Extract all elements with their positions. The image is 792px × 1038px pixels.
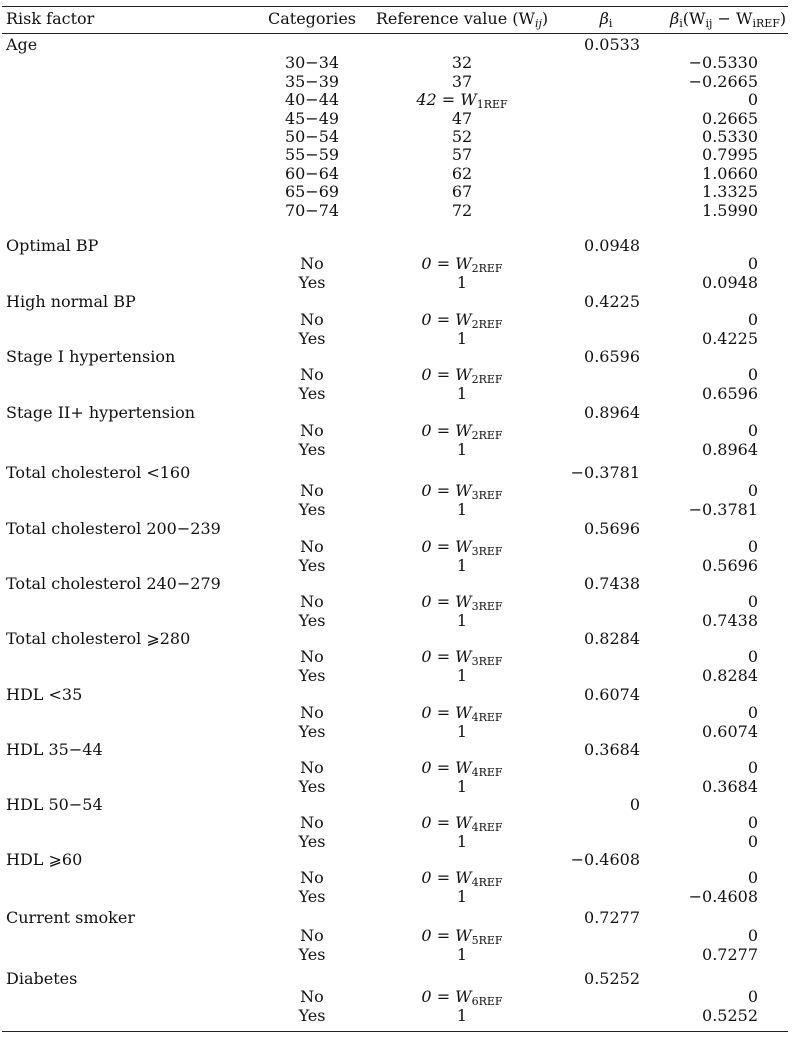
category-label: 65−69 xyxy=(284,182,340,202)
category-yes: Yes xyxy=(298,776,326,796)
category-label: 50−54 xyxy=(284,127,340,146)
product-value-no: 0 xyxy=(747,987,758,1007)
reference-value-text: 0 = W xyxy=(421,987,472,1007)
product-value-yes: 0.8284 xyxy=(702,665,758,685)
beta-value: 0.7277 xyxy=(584,908,640,927)
reference-value-text: 0 = W xyxy=(421,481,472,501)
risk-factor-label: Diabetes xyxy=(6,969,78,988)
category-label: 60−64 xyxy=(284,163,340,183)
reference-value-text: 1 xyxy=(456,328,468,348)
product-value-yes: 0.4225 xyxy=(702,328,758,348)
category-label: 40−44 xyxy=(284,90,340,110)
reference-value-text: 0 = W xyxy=(421,868,472,888)
beta-value: −0.4608 xyxy=(570,850,640,869)
product-value-no: 0 xyxy=(747,703,758,723)
beta-value: 0.0948 xyxy=(584,236,640,255)
category-label: 35−39 xyxy=(284,71,340,91)
risk-factor-label: Stage I hypertension xyxy=(6,347,176,366)
reference-value-text: 0 = W xyxy=(421,421,472,441)
reference-value-yes xyxy=(456,886,468,906)
reference-value-subscript: 2REF xyxy=(471,373,503,387)
category-no: No xyxy=(300,592,324,612)
product-value-no: 0 xyxy=(747,926,758,946)
header-product-ref-subscript: iREF xyxy=(752,17,780,30)
reference-value-text: 37 xyxy=(451,71,473,91)
product-value: −0.5330 xyxy=(688,53,758,73)
reference-value xyxy=(452,184,472,200)
reference-value-text: 1 xyxy=(456,776,468,796)
reference-value-yes xyxy=(456,776,468,796)
reference-value-no xyxy=(421,256,502,274)
reference-value-text: 42 = W xyxy=(416,90,477,110)
product-value-no: 0 xyxy=(747,537,758,557)
product-value: 1.0660 xyxy=(702,163,758,183)
reference-value-yes xyxy=(456,610,468,630)
top-rule xyxy=(2,6,788,7)
reference-value-text: 1 xyxy=(456,383,468,403)
beta-value: 0.0533 xyxy=(584,35,640,54)
reference-value-subscript: 1REF xyxy=(476,98,508,112)
category-yes: Yes xyxy=(298,1005,326,1025)
category-yes: Yes xyxy=(298,944,326,964)
reference-value-text: 0 = W xyxy=(421,310,472,330)
category-yes: Yes xyxy=(298,499,326,519)
reference-value-text: 1 xyxy=(456,272,468,292)
reference-value-text: 67 xyxy=(451,182,473,202)
category-label: 70−74 xyxy=(284,200,340,220)
reference-value-text: 0 = W xyxy=(421,592,472,612)
product-value-no: 0 xyxy=(747,481,758,501)
category-yes: Yes xyxy=(298,383,326,403)
product-value-yes: −0.3781 xyxy=(688,499,758,519)
category-no: No xyxy=(300,481,324,501)
product-value-no: 0 xyxy=(747,592,758,612)
product-value-yes: 0.0948 xyxy=(702,272,758,292)
reference-value-yes xyxy=(456,721,468,741)
reference-value-text: 1 xyxy=(456,555,468,575)
category-yes: Yes xyxy=(298,439,326,459)
category-yes: Yes xyxy=(298,555,326,575)
header-product-beta-subscript: i xyxy=(679,17,683,30)
product-value-yes: 0.3684 xyxy=(702,776,758,796)
product-value-no: 0 xyxy=(747,365,758,385)
product-value-yes: 0.7277 xyxy=(702,944,758,964)
reference-value-text: 1 xyxy=(456,721,468,741)
beta-value: 0.8284 xyxy=(584,629,640,648)
header-beta-symbol: β xyxy=(599,9,609,28)
risk-factor-label: Total cholesterol ⩾280 xyxy=(6,629,191,648)
risk-factor-label: HDL ⩾60 xyxy=(6,850,83,869)
category-yes: Yes xyxy=(298,610,326,630)
reference-value-text: 1 xyxy=(456,439,468,459)
reference-value-no xyxy=(421,539,502,557)
reference-value xyxy=(451,163,473,183)
reference-value-no xyxy=(421,649,502,667)
reference-value-text: 0 = W xyxy=(421,926,472,946)
reference-value-subscript: 2REF xyxy=(471,429,503,443)
category-yes: Yes xyxy=(298,886,326,906)
reference-value-yes xyxy=(456,439,468,459)
product-value-yes: −0.4608 xyxy=(688,886,758,906)
category-yes: Yes xyxy=(298,721,326,741)
product-value-yes: 0.5252 xyxy=(702,1005,758,1025)
reference-value-subscript: 3REF xyxy=(471,600,503,614)
reference-value-text: 1 xyxy=(456,499,468,519)
category-label: 55−59 xyxy=(284,145,340,165)
category-no: No xyxy=(300,254,324,274)
category-no: No xyxy=(300,813,324,833)
reference-value xyxy=(452,129,472,145)
product-value-no: 0 xyxy=(747,310,758,330)
risk-factor-label: Total cholesterol 200−239 xyxy=(6,519,221,538)
product-value-no: 0 xyxy=(747,813,758,833)
beta-value: 0.3684 xyxy=(584,740,640,759)
reference-value-subscript: 2REF xyxy=(471,318,503,332)
product-value-no: 0 xyxy=(747,254,758,274)
reference-value-no xyxy=(421,928,502,946)
category-no: No xyxy=(300,703,324,723)
reference-value xyxy=(451,200,473,220)
reference-value-no xyxy=(421,312,502,330)
reference-value-no xyxy=(421,483,502,501)
risk-factor-label: High normal BP xyxy=(6,292,136,311)
product-value-yes: 0.6596 xyxy=(702,383,758,403)
reference-value-yes xyxy=(456,328,468,348)
header-product-w: (W xyxy=(682,9,706,28)
reference-value-no xyxy=(421,989,502,1007)
reference-value-no xyxy=(421,760,502,778)
reference-value-yes xyxy=(456,272,468,292)
beta-value: 0.5252 xyxy=(584,969,640,988)
reference-value-no xyxy=(421,367,502,385)
beta-value: 0.6074 xyxy=(584,685,640,704)
reference-value-no xyxy=(421,594,502,612)
reference-value-no xyxy=(421,705,502,723)
reference-value-subscript: 5REF xyxy=(471,934,503,948)
risk-factor-label: Age xyxy=(6,35,38,54)
category-yes: Yes xyxy=(298,272,326,292)
header-product-w-subscript: ij xyxy=(705,17,713,30)
product-value: 0 xyxy=(747,90,758,110)
product-value: 1.5990 xyxy=(702,200,758,220)
reference-value-yes xyxy=(456,555,468,575)
reference-value-subscript: 4REF xyxy=(471,711,503,725)
reference-value-text: 0 = W xyxy=(421,365,472,385)
category-no: No xyxy=(300,365,324,385)
risk-factor-label: Optimal BP xyxy=(6,236,99,255)
reference-value-text: 57 xyxy=(451,145,473,165)
reference-value-subscript: 3REF xyxy=(471,489,503,503)
reference-value-subscript: 2REF xyxy=(471,262,503,276)
beta-value: 0.7438 xyxy=(584,574,640,593)
risk-factor-label: HDL <35 xyxy=(6,685,83,704)
beta-value: 0.5696 xyxy=(584,519,640,538)
risk-factor-label: Stage II+ hypertension xyxy=(6,403,196,422)
reference-value-no xyxy=(421,870,502,888)
reference-value-text: 1 xyxy=(456,944,468,964)
reference-value xyxy=(451,108,473,128)
header-reference-value xyxy=(376,11,548,29)
reference-value-text: 47 xyxy=(451,108,473,128)
product-value: −0.2665 xyxy=(688,71,758,91)
header-product-minus: − W xyxy=(712,9,753,28)
risk-factor-label: Total cholesterol <160 xyxy=(6,463,191,482)
reference-value-subscript: 3REF xyxy=(471,545,503,559)
category-yes: Yes xyxy=(298,831,326,851)
reference-value-text: 0 = W xyxy=(421,703,472,723)
reference-value-text: 1 xyxy=(456,886,468,906)
category-no: No xyxy=(300,310,324,330)
header-reference-subscript: ij xyxy=(534,17,542,30)
risk-factor-label: HDL 50−54 xyxy=(6,795,103,814)
reference-value-yes xyxy=(456,383,468,403)
header-beta xyxy=(600,11,613,29)
header-risk-factor: Risk factor xyxy=(6,9,95,28)
reference-value-text: 1 xyxy=(456,831,468,851)
header-reference-text: Reference value (W xyxy=(375,9,535,28)
product-value-no: 0 xyxy=(747,421,758,441)
category-no: No xyxy=(300,758,324,778)
category-label: 45−49 xyxy=(284,108,340,128)
category-no: No xyxy=(300,987,324,1007)
reference-value-text: 0 = W xyxy=(421,758,472,778)
reference-value-text: 32 xyxy=(451,53,473,73)
product-value-yes: 0.5696 xyxy=(702,555,758,575)
beta-value: 0.4225 xyxy=(584,292,640,311)
product-value-no: 0 xyxy=(747,868,758,888)
reference-value-text: 1 xyxy=(456,1005,468,1025)
risk-factor-label: HDL 35−44 xyxy=(6,740,103,759)
reference-value-yes xyxy=(456,944,468,964)
product-value-yes: 0 xyxy=(747,831,758,851)
product-value: 0.5330 xyxy=(702,127,758,146)
reference-value xyxy=(416,92,507,110)
category-yes: Yes xyxy=(298,665,326,685)
reference-value-text: 0 = W xyxy=(421,813,472,833)
category-no: No xyxy=(300,868,324,888)
reference-value-yes xyxy=(456,665,468,685)
category-label: 30−34 xyxy=(284,53,340,73)
reference-value-text: 62 xyxy=(451,163,473,183)
beta-value: 0 xyxy=(629,795,640,814)
product-value-no: 0 xyxy=(747,647,758,667)
reference-value-no xyxy=(421,423,502,441)
category-no: No xyxy=(300,647,324,667)
reference-value-yes xyxy=(456,1005,468,1025)
beta-value: −0.3781 xyxy=(570,463,640,482)
header-beta-subscript: i xyxy=(608,17,613,30)
header-beta-product xyxy=(670,11,786,29)
reference-value-no xyxy=(421,815,502,833)
reference-value-text: 52 xyxy=(451,127,473,146)
reference-value-text: 0 = W xyxy=(421,537,472,557)
beta-value: 0.8964 xyxy=(584,403,640,422)
category-no: No xyxy=(300,537,324,557)
product-value: 0.2665 xyxy=(702,108,758,128)
reference-value xyxy=(452,147,472,163)
reference-value-subscript: 4REF xyxy=(471,821,503,835)
reference-value xyxy=(452,55,472,71)
reference-value-text: 0 = W xyxy=(421,254,472,274)
product-value: 1.3325 xyxy=(702,182,758,202)
category-no: No xyxy=(300,926,324,946)
reference-value-text: 72 xyxy=(451,200,473,220)
risk-factor-label: Current smoker xyxy=(6,908,135,927)
product-value-yes: 0.8964 xyxy=(702,439,758,459)
bottom-rule xyxy=(2,1031,788,1032)
product-value-yes: 0.6074 xyxy=(702,721,758,741)
product-value: 0.7995 xyxy=(702,145,758,165)
reference-value-text: 1 xyxy=(456,665,468,685)
header-reference-close: ) xyxy=(541,9,549,28)
header-categories: Categories xyxy=(268,9,356,28)
reference-value-subscript: 4REF xyxy=(471,876,503,890)
product-value-no: 0 xyxy=(747,758,758,778)
reference-value xyxy=(451,71,473,91)
reference-value-yes xyxy=(456,499,468,519)
reference-value-subscript: 3REF xyxy=(471,655,503,669)
reference-value-yes xyxy=(456,831,468,851)
header-product-close: ) xyxy=(779,9,787,28)
category-yes: Yes xyxy=(298,328,326,348)
header-product-beta: β xyxy=(670,9,680,28)
risk-factor-label: Total cholesterol 240−279 xyxy=(6,574,221,593)
beta-value: 0.6596 xyxy=(584,347,640,366)
reference-value-subscript: 4REF xyxy=(471,766,503,780)
header-rule xyxy=(2,33,788,34)
category-no: No xyxy=(300,421,324,441)
reference-value-text: 1 xyxy=(456,610,468,630)
reference-value-text: 0 = W xyxy=(421,647,472,667)
product-value-yes: 0.7438 xyxy=(702,610,758,630)
reference-value-subscript: 6REF xyxy=(471,995,503,1009)
